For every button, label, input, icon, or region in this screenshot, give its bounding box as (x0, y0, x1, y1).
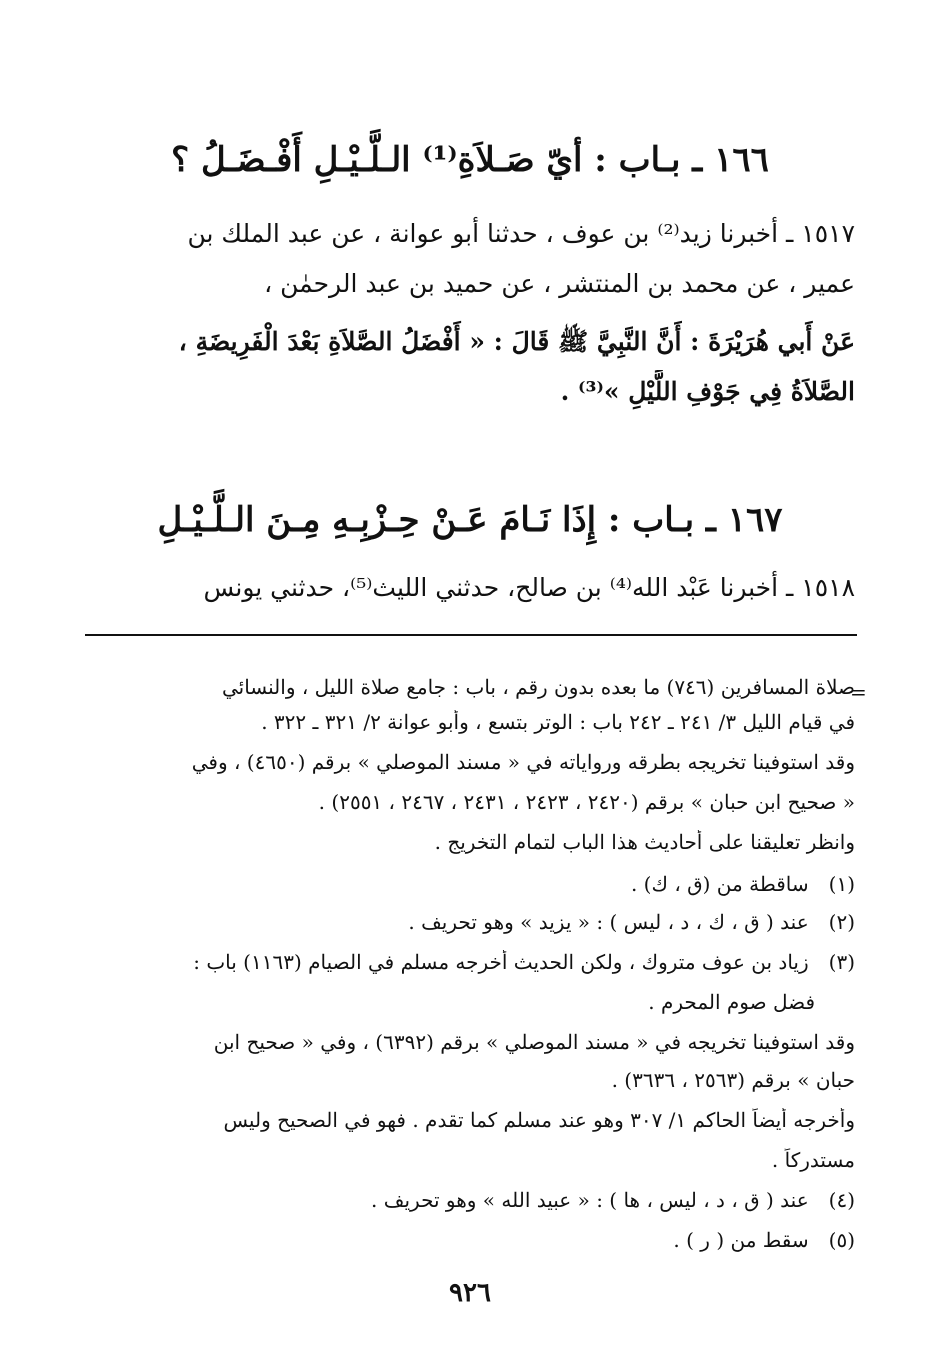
footnote-line: وقد استوفينا تخريجه بطرقه ورواياته في « مسند الموصلي » برقم (٤٦٥٠) ، وفي (191, 750, 855, 774)
hadith-1517-line-3: عَنْ أَبي هُرَيْرَةَ : أَنَّ النَّبِيَّ ﷺ قَالَ : « أَفْضَلُ الصَّلاَةِ بَعْدَ الْفَرِيضَةِ ، (178, 327, 855, 356)
chapter-166-heading: ١٦٦ ـ بـاب : أيّ صَـلاَةِ⁽¹⁾ الـلَّـيْـلِ أَفْـضَـلُ ؟ (171, 140, 769, 180)
footnote-number: (١) (828, 872, 855, 896)
footnote-line: « صحيح ابن حبان » برقم (٢٤٢٠ ، ٢٤٢٣ ، ٢٤٣١ ، ٢٤٦٧ ، ٢٥٥١) . (318, 790, 855, 814)
hadith-1517-line-4: الصَّلاَةُ فِي جَوْفِ اللَّيْلِ »⁽³⁾ . (560, 377, 855, 406)
continuation-mark: = (850, 680, 867, 704)
footnote-1 (80, 872, 855, 896)
footnote-text: مستدركاً . (771, 1148, 855, 1172)
footnote-divider (85, 634, 857, 636)
footnote-text: فضل صوم المحرم . (648, 990, 815, 1014)
footnote-line: في قيام الليل ٣/ ٢٤١ ـ ٢٤٢ باب : الوتر بتسع ، وأبو عوانة ٢/ ٣٢١ ـ ٣٢٢ . (261, 710, 855, 734)
footnote-text: عند ( ق ، ك ، د ، ليس ) : « يزيد » وهو تحريف . (408, 910, 809, 934)
chapter-167-heading: ١٦٧ ـ بـاب : إِذَا نَـامَ عَـنْ حِـزْبِـهِ مِـنَ الـلَّـيْـلِ (157, 500, 783, 540)
hadith-1517-line-1: ١٥١٧ ـ أخبرنا زيد⁽²⁾ بن عوف ، حدثنا أبو عوانة ، عن عبد الملك بن (187, 219, 855, 248)
footnote-text: حبان » برقم (٢٥٦٣ ، ٣٦٣٦) . (611, 1068, 855, 1092)
footnote-text: وقد استوفينا تخريجه في « مسند الموصلي » برقم (٦٣٩٢) ، وفي « صحيح ابن (213, 1030, 855, 1054)
page-number: ٩٢٦ (449, 1278, 491, 1308)
footnote-2 (80, 910, 855, 934)
footnote-number: (٤) (828, 1188, 855, 1212)
footnote-text: وأخرجه أيضاً الحاكم ١/ ٣٠٧ وهو عند مسلم كما تقدم . فهو في الصحيح وليس (223, 1108, 855, 1132)
footnote-number: (٣) (828, 950, 855, 974)
footnote-text: سقط من ( ر ) . (673, 1228, 809, 1252)
footnote-line: وانظر تعليقنا على أحاديث هذا الباب لتمام التخريج . (434, 830, 855, 854)
footnote-text: زياد بن عوف متروك ، ولكن الحديث أخرجه مسلم في الصيام (١١٦٣) باب : (193, 950, 809, 974)
footnote-4 (80, 1188, 855, 1212)
footnote-text: عند ( ق ، د ، ليس ، ها ) : « عبيد الله » وهو تحريف . (371, 1188, 809, 1212)
footnote-number: (٢) (828, 910, 855, 934)
footnote-number: (٥) (828, 1228, 855, 1252)
hadith-1517-line-2: عمير ، عن محمد بن المنتشر ، عن حميد بن عبد الرحمٰن ، (264, 269, 855, 298)
footnote-line: صلاة المسافرين (٧٤٦) ما بعده بدون رقم ، باب : جامع صلاة الليل ، والنسائي (221, 675, 855, 699)
footnote-text: ساقطة من (ق ، ك) . (630, 872, 809, 896)
footnote-5 (80, 1228, 855, 1252)
hadith-1518-line-1: ١٥١٨ ـ أخبرنا عَبْد الله⁽⁴⁾ بن صالح، حدثني الليث⁽⁵⁾، حدثني يونس (203, 573, 855, 602)
